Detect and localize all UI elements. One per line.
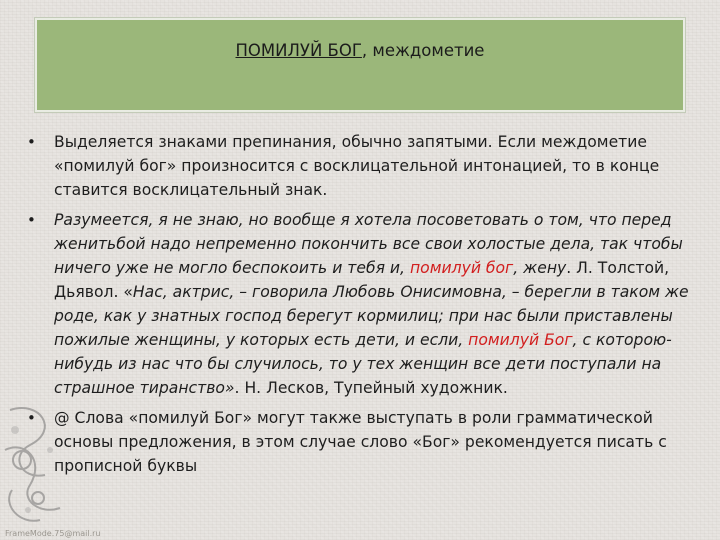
decorative-swirl-icon xyxy=(0,390,92,535)
watermark: FrameMode.75@mail.ru xyxy=(5,529,101,538)
bullet-text: Выделяется знаками препинания, обычно запятыми. Если междометие «помилуй бог» произносится с восклицательной интонацией, то в конце ставится восклицательный знак. xyxy=(54,133,660,199)
quote-leskov-end: , с которою-нибудь из нас что бы случилось, то у тех женщин все дети поступали на страшное тиранство» xyxy=(54,331,672,397)
quote-tolstoy: Разумеется, я не знаю, но вообще я хотела посоветовать о том, что перед женитьбой надо непременно покончить все свои холостые дела, так чтобы ничего уже не могло беспокоить и тебя и, xyxy=(54,211,683,277)
bullet-text: @ Слова «помилуй Бог» могут также выступать в роли грамматической основы предложения, в этом случае слово «Бог» рекомендуется писать с прописной буквы xyxy=(54,409,667,475)
title-main: ПОМИЛУЙ БОГ xyxy=(235,41,362,60)
bullet-item xyxy=(20,406,700,478)
title-subtitle: , междометие xyxy=(361,41,485,60)
highlight-phrase: помилуй Бог xyxy=(468,331,573,349)
source-leskov: . Н. Лесков, Тупейный художник. xyxy=(234,379,508,397)
page-title xyxy=(37,41,683,60)
bullet-icon: • xyxy=(27,211,36,229)
bullet-item xyxy=(20,208,700,400)
bullet-icon: • xyxy=(27,409,36,427)
content-area xyxy=(20,130,700,484)
bullet-icon: • xyxy=(27,133,36,151)
quote-leskov: Нас, актрис, – говорила Любовь Онисимовна, – берегли в таком же роде, как у знатных господ берегут кормилиц; при нас были приставлены пожилые женщины, у которых есть дети, и если, xyxy=(54,283,689,349)
quote-tolstoy-end: , жену xyxy=(513,259,567,277)
highlight-phrase: помилуй бог xyxy=(409,259,514,277)
bullet-item xyxy=(20,130,700,202)
source-tolstoy: . Л. Толстой, Дьявол. « xyxy=(54,259,670,301)
bullet-list xyxy=(20,130,700,478)
title-banner xyxy=(35,18,685,112)
